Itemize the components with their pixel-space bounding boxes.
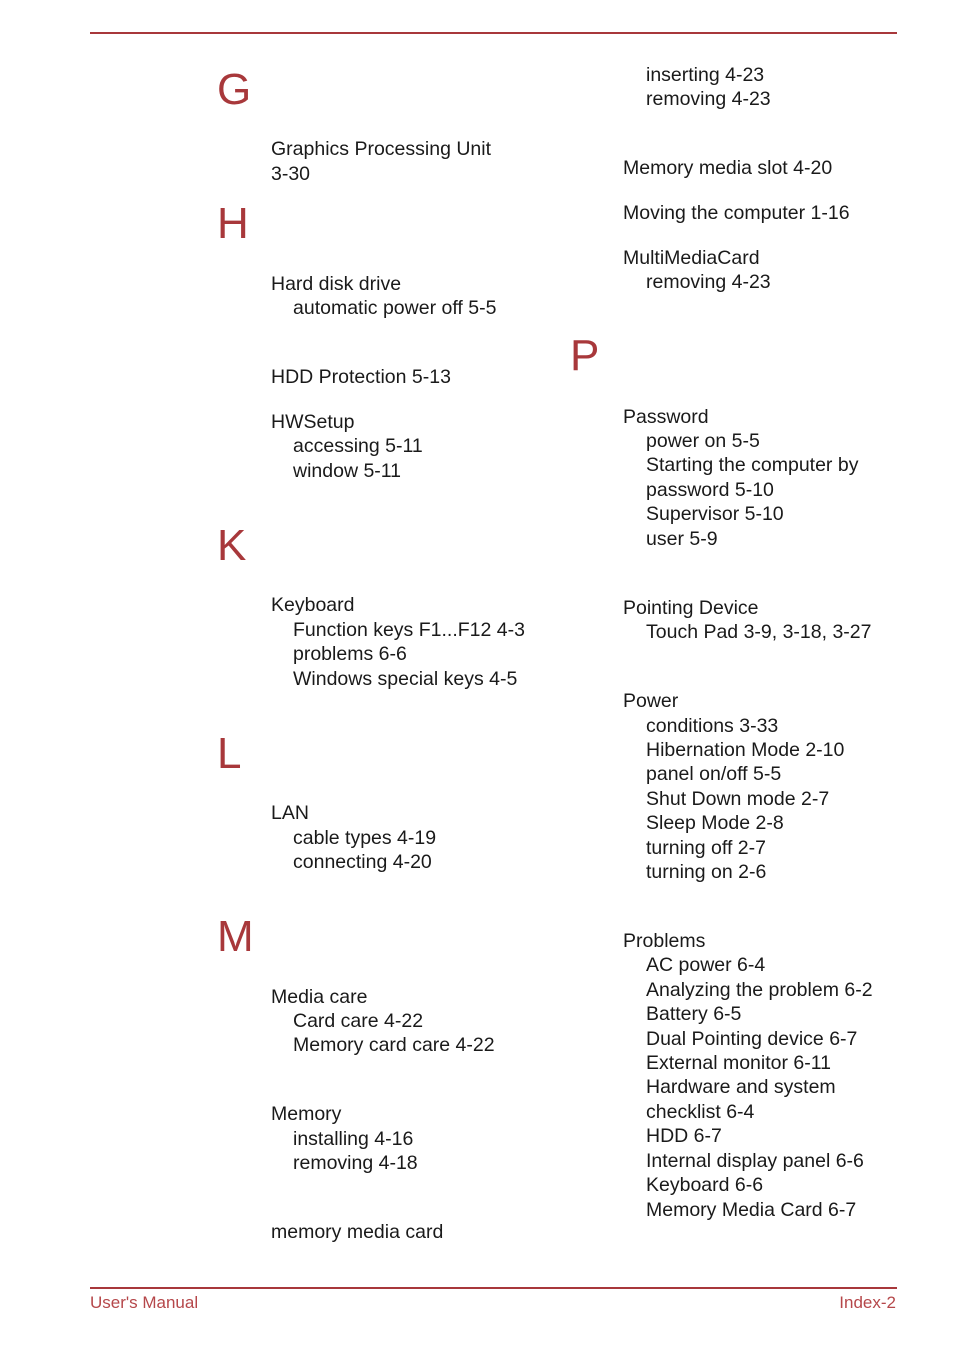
index-subentry: checklist 6-4 bbox=[646, 1101, 755, 1123]
section-letter-k: K bbox=[217, 521, 247, 570]
index-subentry: connecting 4-20 bbox=[293, 851, 432, 873]
index-entry: Hard disk drive bbox=[271, 273, 402, 295]
index-subentry: window 5-11 bbox=[293, 460, 402, 482]
index-subentry: installing 4-16 bbox=[293, 1128, 414, 1150]
index-entry: MultiMediaCard bbox=[623, 247, 760, 269]
header-rule bbox=[90, 32, 897, 34]
section-letter-g: G bbox=[217, 65, 252, 114]
index-subentry: user 5-9 bbox=[646, 528, 718, 550]
index-subentry: password 5-10 bbox=[646, 479, 774, 501]
index-subentry: Battery 6-5 bbox=[646, 1003, 742, 1025]
index-entry: memory media card bbox=[271, 1221, 444, 1243]
index-entry: Media care bbox=[271, 986, 368, 1008]
section-letter-l: L bbox=[217, 729, 242, 778]
footer-page-number: Index-2 bbox=[839, 1293, 896, 1312]
index-entry: LAN bbox=[271, 802, 309, 824]
index-entry: Pointing Device bbox=[623, 597, 759, 619]
index-subentry: External monitor 6-11 bbox=[646, 1052, 831, 1074]
index-subentry: Memory card care 4-22 bbox=[293, 1034, 495, 1056]
index-entry: HDD Protection 5-13 bbox=[271, 366, 451, 388]
index-entry: HWSetup bbox=[271, 411, 355, 433]
index-subentry: removing 4-18 bbox=[293, 1152, 418, 1174]
index-entry: 3-30 bbox=[271, 163, 311, 185]
index-subentry: turning off 2-7 bbox=[646, 837, 766, 859]
index-subentry: automatic power off 5-5 bbox=[293, 297, 497, 319]
index-subentry: panel on/off 5-5 bbox=[646, 763, 782, 785]
index-subentry: cable types 4-19 bbox=[293, 827, 437, 849]
index-subentry: Touch Pad 3-9, 3-18, 3-27 bbox=[646, 621, 872, 643]
index-subentry: problems 6-6 bbox=[293, 643, 407, 665]
index-entry: Keyboard bbox=[271, 594, 355, 616]
index-subentry: Sleep Mode 2-8 bbox=[646, 812, 784, 834]
index-subentry: Hibernation Mode 2-10 bbox=[646, 739, 845, 761]
index-subentry: accessing 5-11 bbox=[293, 435, 423, 457]
index-subentry: Keyboard 6-6 bbox=[646, 1174, 764, 1196]
index-subentry: Windows special keys 4-5 bbox=[293, 668, 518, 690]
index-subentry: Shut Down mode 2-7 bbox=[646, 788, 830, 810]
index-entry: Problems bbox=[623, 930, 706, 952]
index-entry: Moving the computer 1-16 bbox=[623, 202, 850, 224]
footer-rule bbox=[90, 1287, 897, 1289]
index-subentry: Supervisor 5-10 bbox=[646, 503, 784, 525]
index-subentry: Internal display panel 6-6 bbox=[646, 1150, 864, 1172]
index-subentry: Dual Pointing device 6-7 bbox=[646, 1028, 858, 1050]
index-subentry: Card care 4-22 bbox=[293, 1010, 424, 1032]
footer-manual-title: User's Manual bbox=[90, 1293, 199, 1312]
index-entry: Power bbox=[623, 690, 679, 712]
index-subentry: removing 4-23 bbox=[646, 271, 771, 293]
index-entry: Password bbox=[623, 406, 709, 428]
index-entry: Memory bbox=[271, 1103, 342, 1125]
index-subentry: AC power 6-4 bbox=[646, 954, 766, 976]
section-letter-p: P bbox=[570, 331, 600, 380]
section-letter-h: H bbox=[217, 199, 249, 248]
section-letter-m: M bbox=[217, 912, 254, 961]
index-subentry: inserting 4-23 bbox=[646, 64, 765, 86]
index-subentry: Analyzing the problem 6-2 bbox=[646, 979, 873, 1001]
index-subentry: Hardware and system bbox=[646, 1076, 836, 1098]
index-subentry: Memory Media Card 6-7 bbox=[646, 1199, 857, 1221]
index-subentry: Starting the computer by bbox=[646, 454, 859, 476]
index-entry: Memory media slot 4-20 bbox=[623, 157, 833, 179]
index-subentry: conditions 3-33 bbox=[646, 715, 779, 737]
index-entry: Graphics Processing Unit bbox=[271, 138, 492, 160]
index-subentry: HDD 6-7 bbox=[646, 1125, 722, 1147]
index-subentry: Function keys F1...F12 4-3 bbox=[293, 619, 525, 641]
index-subentry: removing 4-23 bbox=[646, 88, 771, 110]
index-subentry: turning on 2-6 bbox=[646, 861, 767, 883]
index-subentry: power on 5-5 bbox=[646, 430, 760, 452]
